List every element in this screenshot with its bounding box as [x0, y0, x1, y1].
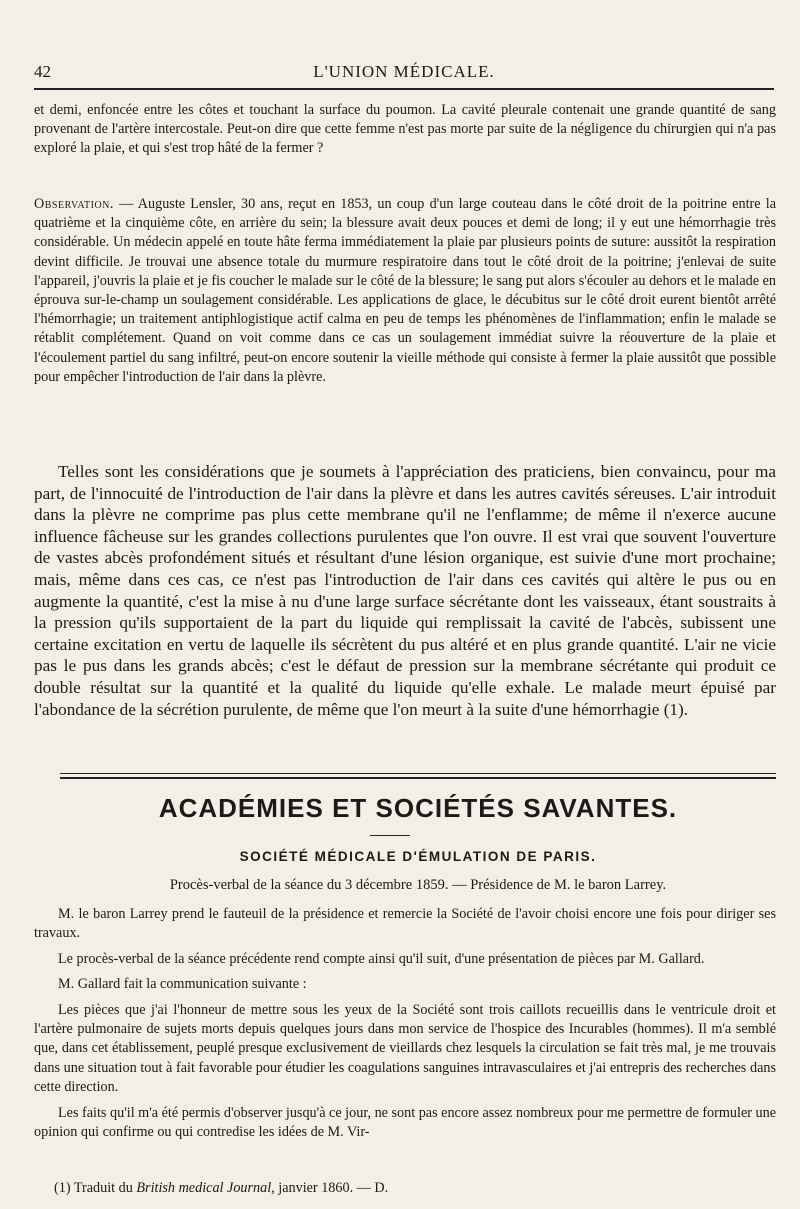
- intro-text: et demi, enfoncée entre les côtes et touchant la surface du poumon. La cavité pleurale contenait une grande quantité de sang provenant de l'artère intercostale. Peut-on dire que cette femme n'est pas morte par suite de la négligence du chirurgien qui n'a pas exploré la plaie, et qui s'est trop hâté de la fermer ?: [34, 102, 776, 157]
- observation-label: Observation.: [34, 196, 114, 212]
- section-title: ACADÉMIES ET SOCIÉTÉS SAVANTES.: [158, 793, 678, 823]
- conclusion-text: Telles sont les considérations que je soumets à l'appréciation des praticiens, bien convaincu, pour ma part, de l'innocuité de l'introduction de l'air dans la plèvre et dans les autres cavités séreuses. L'air introduit dans la plèvre ne comprime pas plus cette membrane qu'il ne l'enflamme; de même il n'exerce aucune influence fâcheuse sur les grandes collections purulentes que l'on ouvre. Il est vrai que souvent l'ouverture de vastes abcès profondément situés et résultant d'une lésion organique, est suivie d'une mort prochaine; mais, même dans ces cas, ce n'est pas l'introduction de l'air dans ces cavités qui altère le pus ou en augmente la quantité, c'est la mise à nu d'une large surface sécrétante dont les vaisseaux, étant soustraits à la pression qu'ils supportaient de la part du liquide qui remplissait la cavité de l'abcès, subissent une certaine excitation en vertu de laquelle ils sécrètent du pus altéré et en plus grande quantité. L'air ne vicie pas le pus dans les grands abcès; c'est le défaut de pression sur la membrane sécrétante qui produit ce double résultat sur la quantité et la qualité du liquide qu'elle exhale. Le malade meurt épuisé par l'abondance de la sécrétion purulente, de même que l'on meurt à la suite d'une hémorrhagie (1).: [34, 462, 776, 719]
- footnote-journal: British medical Journal,: [136, 1180, 275, 1196]
- observation-text: — Auguste Lensler, 30 ans, reçut en 1853, un coup d'un large couteau dans le côté droit de la poitrine entre la quatrième et la cinquième côte, en arrière du sein; la blessure avait deux pouces et demi de long; il y eut une hémorrhagie très considérable. Un médecin appelé en toute hâte ferma immédiatement la plaie par plusieurs points de suture: aussitôt la respiration devint difficile. Je trouvai une absence totale du murmure respiratoire dans tout le côté droit de la poitrine; j'enlevai de suite l'appareil, j'ouvris la plaie et je fis coucher le malade sur le côté de la blessure; le sang put alors s'écouler au dehors et le malade en éprouva sur-le-champ un soulagement considérable. Les applications de glace, le décubitus sur le côté droit eurent bientôt arrêté l'hémorrhagie; un traitement antiphlogistique actif calma en peu de temps les phénomènes de l'inflammation; enfin le malade se rétablit complétement. Quand on voit comme dans ce cas un soulagement immédiat suivre la réouverture de la plaie et l'écoulement partiel du sang infiltré, peut-on encore soutenir la vieille méthode qui consiste à fermer la plaie aussitôt que possible pour empêcher l'introduction de l'air dans la plèvre.: [34, 196, 776, 385]
- intro-paragraph: [34, 101, 776, 159]
- header-rule: [34, 88, 774, 90]
- footnote-text-before: Traduit du: [70, 1180, 137, 1196]
- minutes-text: [34, 905, 776, 1148]
- page-header: [34, 58, 774, 86]
- footnote-marker: (1): [54, 1180, 71, 1196]
- running-title: L'UNION MÉDICALE.: [313, 62, 495, 81]
- footnote: [34, 1180, 776, 1197]
- section-divider-thin: [60, 773, 776, 774]
- minutes-paragraph: Les pièces que j'ai l'honneur de mettre sous les yeux de la Société sont trois caillots recueillis dans le ventricule droit et l'artère pulmonaire de sujets morts depuis quelques jours dans mon service de l'hospice des Incurables (hommes). Il m'a semblé que, dans cet établissement, peuplé presque exclusivement de vieillards chez lesquels la circulation se fait très mal, je me trouvais dans une situation tout à fait favorable pour étudier les coagulations sanguines intravasculaires et j'ai entrepris des recherches dans cette direction.: [34, 1001, 776, 1096]
- minutes-paragraph: M. Gallard fait la communication suivante :: [58, 976, 307, 993]
- observation-paragraph: [34, 195, 776, 387]
- section-divider-thick: [60, 777, 776, 779]
- page-number: 42: [34, 62, 51, 81]
- minutes-paragraph: M. le baron Larrey prend le fauteuil de la présidence et remercie la Société de l'avoir choisi encore une fois pour diriger ses travaux.: [34, 906, 776, 942]
- society-title: SOCIÉTÉ MÉDICALE D'ÉMULATION DE PARIS.: [239, 849, 597, 864]
- proces-verbal-line: Procès-verbal de la séance du 3 décembre 1859. — Présidence de M. le baron Larrey.: [169, 877, 667, 893]
- short-divider: [370, 835, 410, 836]
- minutes-paragraph: Les faits qu'il m'a été permis d'observer jusqu'à ce jour, ne sont pas encore assez nombreux pour me permettre de formuler une opinion qui confirme ou qui contredise les idées de M. Vir-: [34, 1104, 776, 1141]
- conclusion-paragraph: [34, 461, 776, 720]
- footnote-text-after: janvier 1860. — D.: [274, 1180, 389, 1196]
- minutes-paragraph: Le procès-verbal de la séance précédente rend compte ainsi qu'il suit, d'une présentation de pièces par M. Gallard.: [58, 950, 705, 967]
